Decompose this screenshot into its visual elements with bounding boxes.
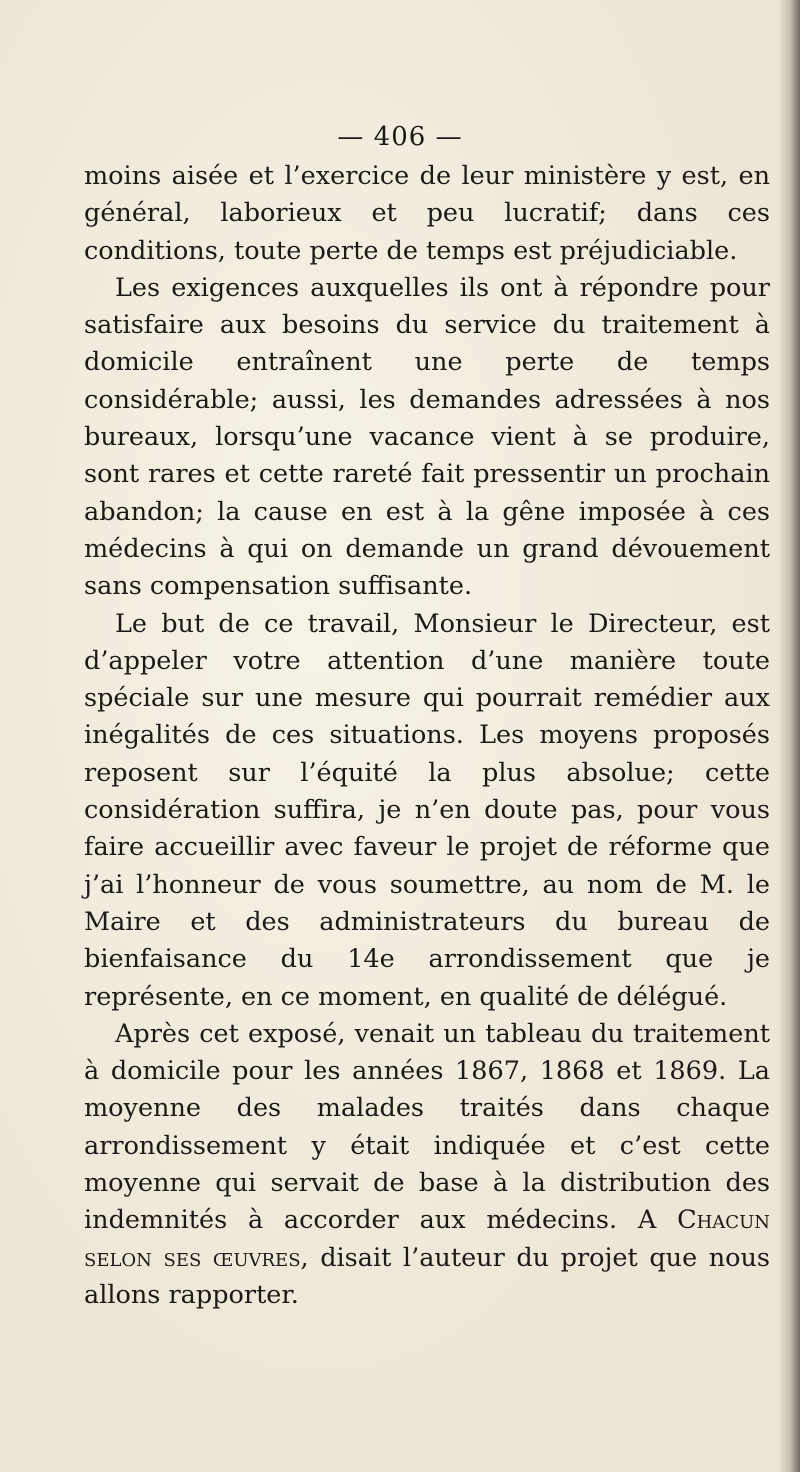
- page-edge-shadow: [778, 0, 800, 1472]
- paragraph-1: moins aisée et l’exercice de leur ministère y est, en général, laborieux et peu lucratif; dans ces conditions, toute perte de temps est préjudiciable.: [84, 161, 770, 266]
- paragraph-3: Le but de ce travail, Monsieur le Directeur, est d’appeler votre attention d’une manière toute spéciale sur une mesure qui pourrait remédier aux inégalités de ces situations. Les moyens proposés reposent sur l’équité la plus absolue; cette considération suffira, je n’en doute pas, pour vous faire accueillir avec faveur le projet de réforme que j’ai l’honneur de vous soumettre, au nom de M. le Maire et des administrateurs du bureau de bienfaisance du 14e arrondissement que je représente, en ce moment, en qualité de délégué.: [84, 608, 770, 1012]
- paragraph-2: Les exigences auxquelles ils ont à répondre pour satisfaire aux besoins du service du traitement à domicile entraînent une perte de temps considérable; aussi, les demandes adressées à nos bureaux, lorsqu’une vacance vient à se produire, sont rares et cette rareté fait pressentir un prochain abandon; la cause en est à la gêne imposée à ces médecins à qui on demande un grand dévouement sans compensation suffisante.: [84, 272, 770, 602]
- paragraph-4-text-before: Après cet exposé, venait un tableau du traitement à domicile pour les années 1867, 1868 et 1869. La moyenne des malades traités dans chaque arrondissement y était indiquée et c’est cette moyenne qui servait de base à la distribution des indemnités à accorder aux médecins. A: [84, 1018, 770, 1236]
- paragraph-4-small-caps: Chacun selon ses œuvres: [84, 1205, 770, 1273]
- body-text: [84, 158, 770, 1314]
- page-number-header: — 406 —: [337, 122, 463, 152]
- paragraph-4: [84, 1016, 770, 1314]
- paragraph-4-text-after: , disait l’auteur du projet que nous allons rapporter.: [84, 1242, 771, 1310]
